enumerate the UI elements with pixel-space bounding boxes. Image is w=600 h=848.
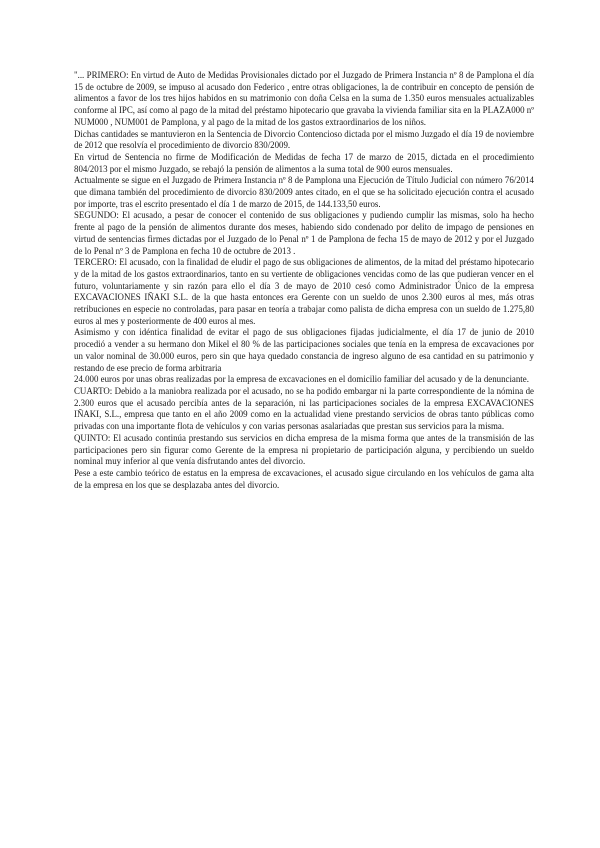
paragraph-pese: Pese a este cambio teórico de estatus en la empresa de excavaciones, el acusado sigue circulando en los vehículos de gama alta de la empresa en los que se desplazaba antes del divorcio. <box>74 467 534 490</box>
paragraph-primero: "... PRIMERO: En virtud de Auto de Medidas Provisionales dictado por el Juzgado de Primera Instancia nº 8 de Pamplona el día 15 de octubre de 2009, se impuso al acusado don Federico , entre otras obligaciones, la de contribuir en concepto de pensión de alimentos a favor de los tres hijos habidos en su matrimonio con doña Celsa en la suma de 1.350 euros mensuales actualizables conforme al IPC, así como al pago de la mitad del préstamo hipotecario que gravaba la vivienda familiar sita en la PLAZA000 nº NUM000 , NUM001 de Pamplona, y al pago de la mitad de los gastos extraordinarios de los niños. <box>74 70 534 127</box>
paragraph-tercero: TERCERO: El acusado, con la finalidad de eludir el pago de sus obligaciones de alimentos, de la mitad del préstamo hipotecario y de la mitad de los gastos extraordinarios, tanto en su vertiente de obligaciones vencidas como de las que pudieran vencer en el futuro, voluntariamente y sin razón para ello el día 3 de mayo de 2010 cesó como Administrador Único de la empresa EXCAVACIONES IÑAKI S.L. de la que hasta entonces era Gerente con un sueldo de unos 2.300 euros al mes, más otras retribuciones en especie no controladas, para pasar en teoría a trabajar como palista de dicha empresa con un sueldo de 1.275,80 euros al mes y posteriormente de 400 euros al mes. <box>74 257 534 326</box>
paragraph-asimismo: Asimismo y con idéntica finalidad de evitar el pago de sus obligaciones fijadas judicialmente, el día 17 de junio de 2010 procedió a vender a su hermano don Mikel el 80 % de las participaciones sociales que tenía en la empresa de excavaciones por un valor nominal de 30.000 euros, pero sin que haya quedado constancia de ingreso alguno de esa cantidad en su patrimonio y restando de ese precio de forma arbitraria <box>74 327 534 373</box>
document-page <box>74 70 534 491</box>
paragraph-cuarto: CUARTO: Debido a la maniobra realizada por el acusado, no se ha podido embargar ni la parte correspondiente de la nómina de 2.300 euros que el acusado percibía antes de la separación, ni las participaciones sociales de la empresa EXCAVACIONES IÑAKI, S.L., empresa que tanto en el año 2009 como en la actualidad viene prestando servicios de obras tanto públicas como privadas con una importante flota de vehículos y con varias personas asalariadas que prestan sus servicios para la misma. <box>74 385 534 432</box>
paragraph-quinto: QUINTO: El acusado continúa prestando sus servicios en dicha empresa de la misma forma que antes de la transmisión de las participaciones pero sin figurar como Gerente de la empresa ni propietario de participación alguna, y percibiendo un sueldo nominal muy inferior al que venía disfrutando antes del divorcio. <box>74 432 534 467</box>
paragraph-segundo: SEGUNDO: El acusado, a pesar de conocer el contenido de sus obligaciones y pudiendo cumplir las mismas, solo ha hecho frente al pago de la pensión de alimentos durante dos meses, habiendo sido condenado por delito de impago de pensiones en virtud de sentencias firmes dictadas por el Juzgado de lo Penal nº 1 de Pamplona de fecha 15 de mayo de 2012 y por el Juzgado de lo Penal nº 3 de Pamplona en fecha 10 de octubre de 2013 . <box>74 210 534 256</box>
paragraph-modificacion: En virtud de Sentencia no firme de Modificación de Medidas de fecha 17 de marzo de 2015, dictada en el procedimiento 804/2013 por el mismo Juzgado, se rebajó la pensión de alimentos a la suma total de 900 euros mensuales. <box>74 151 534 174</box>
paragraph-ejecucion: Actualmente se sigue en el Juzgado de Primera Instancia nº 8 de Pamplona una Ejecución de Título Judicial con número 76/2014 que dimana también del procedimiento de divorcio 830/2009 antes citado, en el que se ha solicitado ejecución contra el acusado por importe, tras el escrito presentado el día 1 de marzo de 2015, de 144.133,50 euros. <box>74 175 534 209</box>
paragraph-cantidades: Dichas cantidades se mantuvieron en la Sentencia de Divorcio Contencioso dictada por el mismo Juzgado el día 19 de noviembre de 2012 que resolvía el procedimiento de divorcio 830/2009. <box>74 128 534 151</box>
paragraph-obras: 24.000 euros por unas obras realizadas por la empresa de excavaciones en el domicilio familiar del acusado y de la denunciante. <box>74 374 529 385</box>
